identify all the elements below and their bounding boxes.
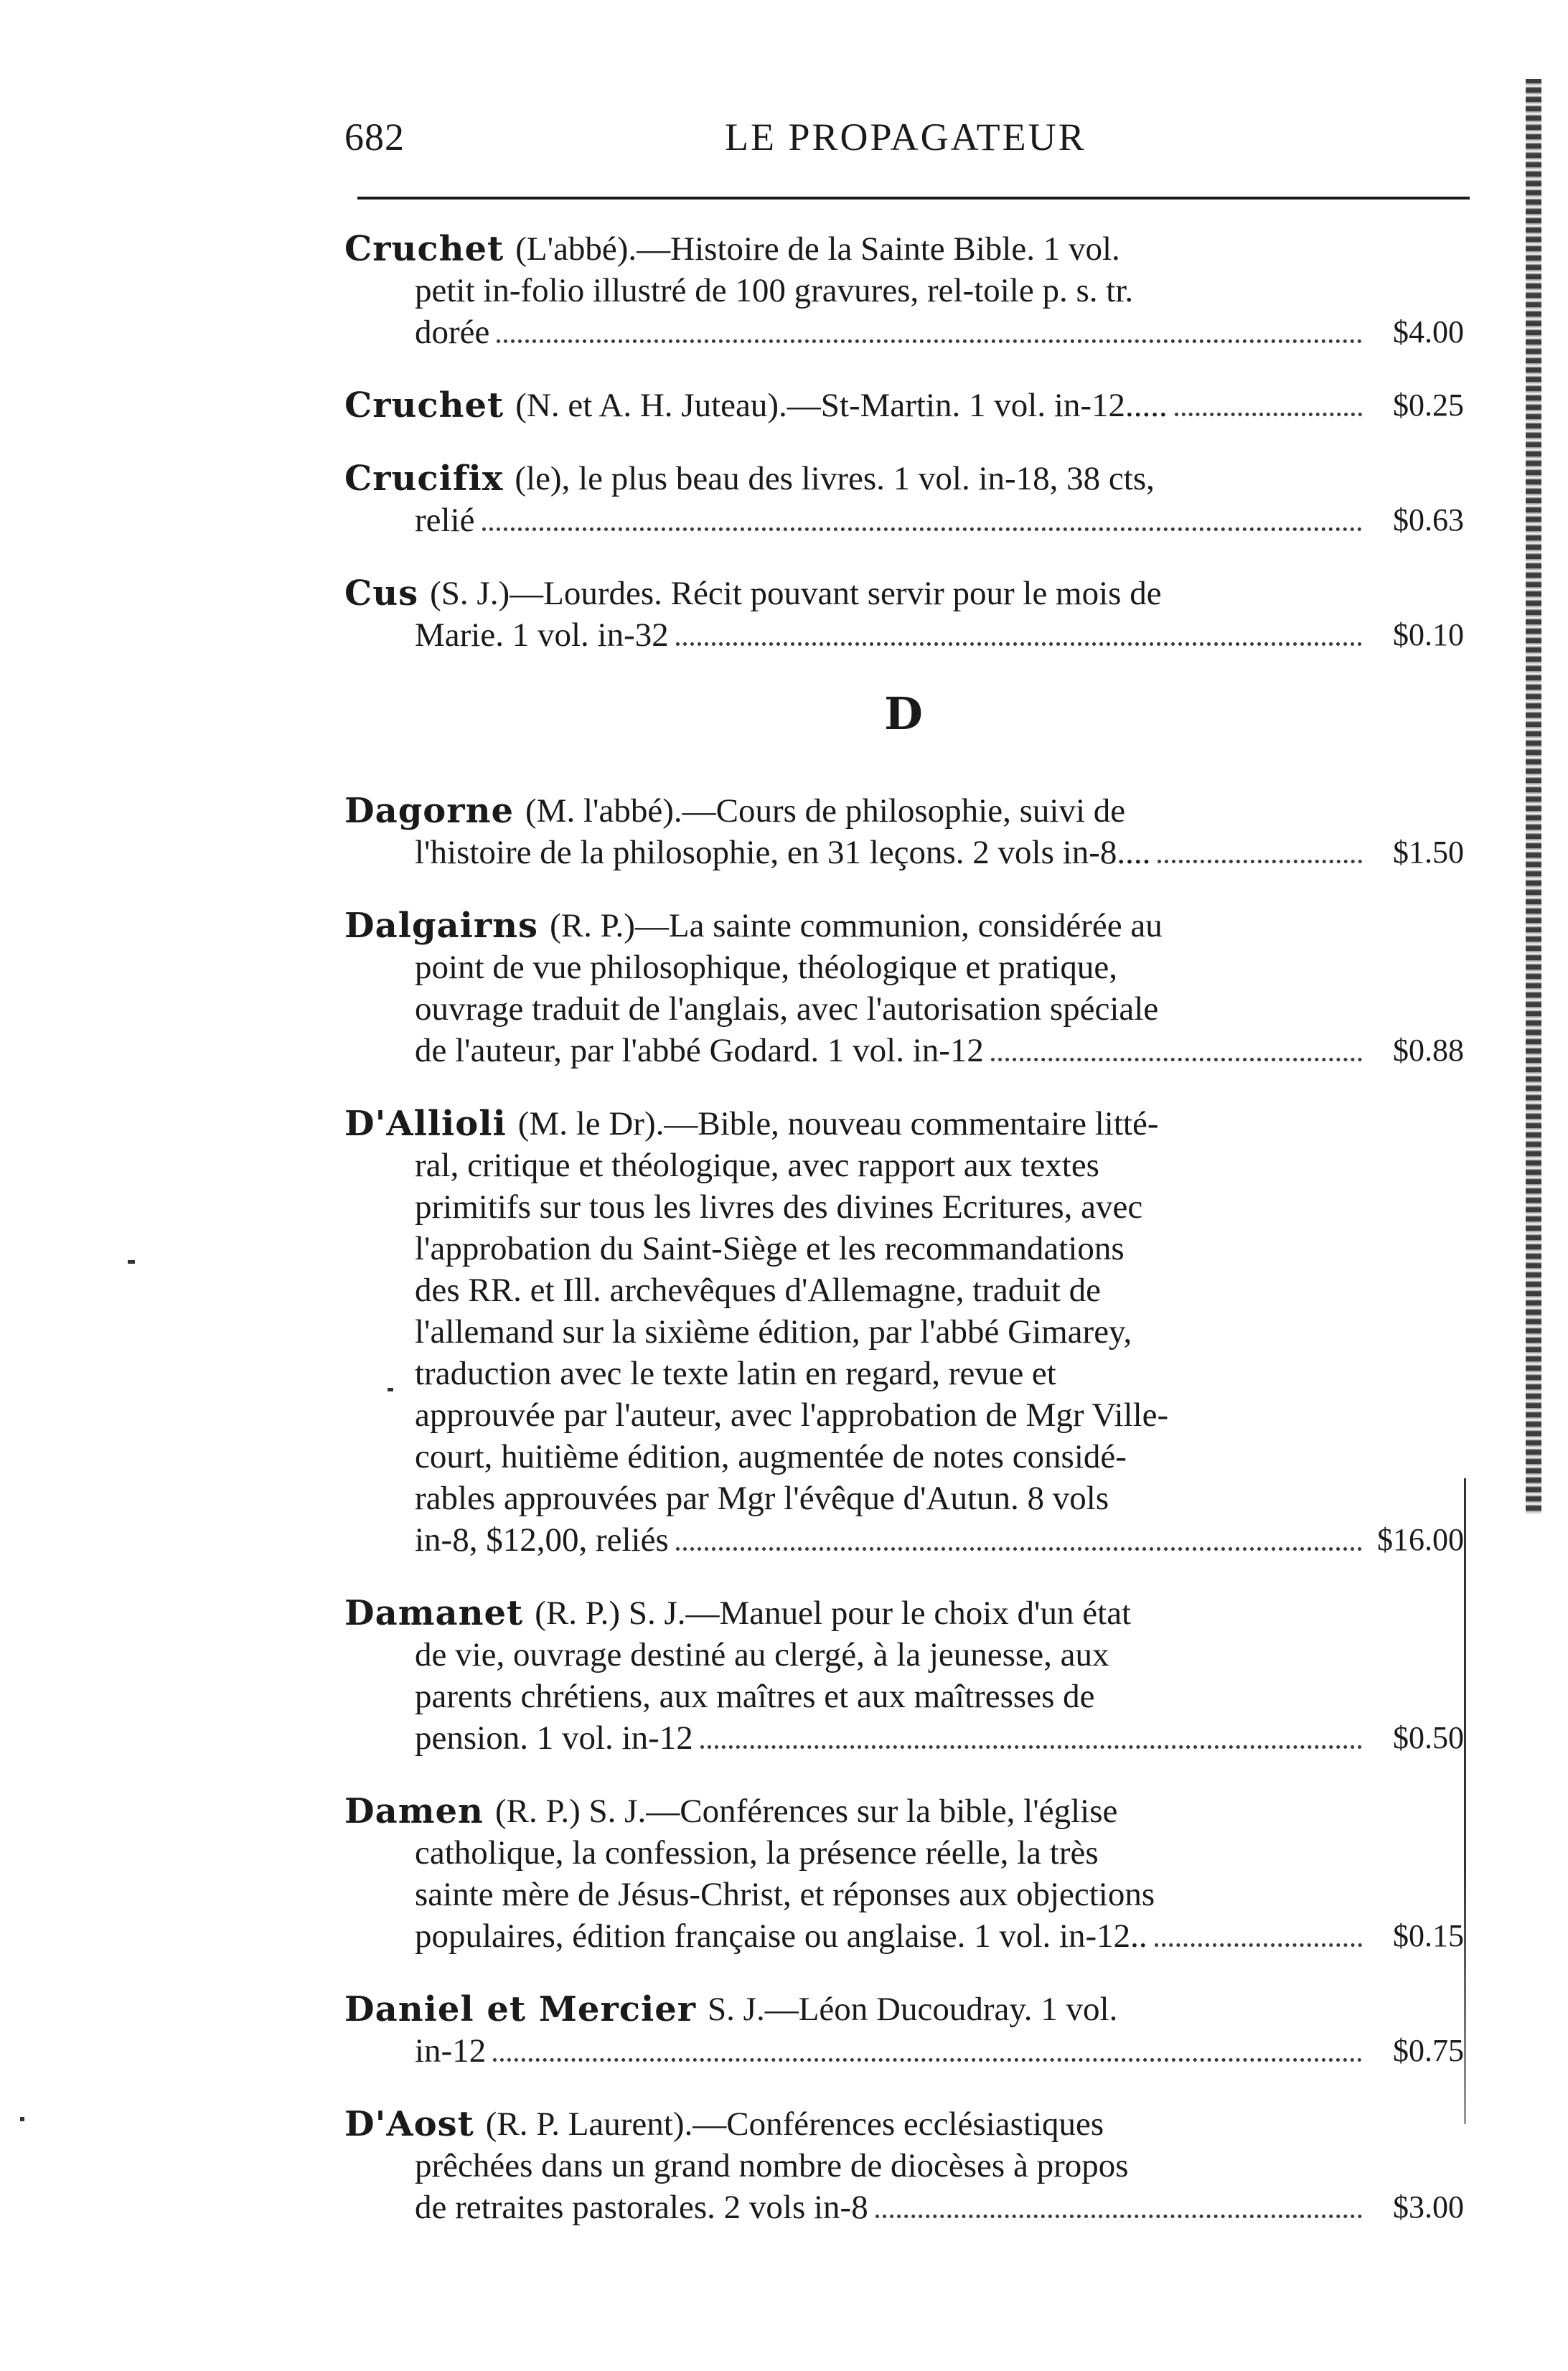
entry-line (344, 1228, 1464, 1269)
entry-text: rables approuvées par Mgr l'évêque d'Autun. 8 vols (415, 1480, 1109, 1517)
catalogue-entry (344, 228, 1464, 353)
entry-text: (L'abbé).—Histoire de la Sainte Bible. 1 vol. (515, 230, 1120, 268)
entry-text: S. J.—Léon Ducoudray. 1 vol. (708, 1991, 1118, 2028)
catalogue-entry (344, 573, 1464, 656)
entry-author: Cruchet (344, 385, 504, 426)
entry-author: Crucifix (344, 459, 504, 499)
entry-line (344, 1592, 1464, 1634)
page-edge-line (1464, 1478, 1466, 2124)
entry-line (344, 1478, 1464, 1519)
catalogue-entry (344, 905, 1464, 1071)
entry-text: (N. et A. H. Juteau).—St-Martin. 1 vol. in-12..... (515, 387, 1168, 424)
entry-text: traduction avec le texte latin en regard, revue et (415, 1355, 1056, 1392)
dot-leaders (676, 1519, 1362, 1551)
entry-author: Dagorne (344, 791, 515, 831)
entry-line (344, 1103, 1464, 1145)
entry-text: parents chrétiens, aux maîtres et aux maîtresses de (415, 1678, 1095, 1715)
entry-line (344, 1145, 1464, 1186)
entry-line (344, 790, 1464, 832)
entry-line (344, 1676, 1464, 1717)
entry-price: $0.15 (1393, 1918, 1464, 1953)
entry-line (344, 2030, 1464, 2072)
entry-price: $1.50 (1393, 835, 1464, 870)
entry-line (344, 1832, 1464, 1874)
entry-line (344, 1915, 1464, 1957)
entry-author: Damen (344, 1791, 484, 1831)
entry-price: $0.88 (1393, 1033, 1464, 1068)
entry-line (344, 1790, 1464, 1832)
entries-after-section (344, 790, 1464, 2228)
entry-text: (M. l'abbé).—Cours de philosophie, suivi de (525, 792, 1126, 830)
entry-text: (R. P.) S. J.—Manuel pour le choix d'un état (535, 1595, 1132, 1632)
dot-leaders (493, 2030, 1362, 2062)
dot-leaders (875, 2187, 1362, 2218)
entry-author: Damanet (344, 1593, 524, 1633)
catalogue-entry (344, 1103, 1464, 1561)
entry-author: D'Aost (344, 2104, 474, 2144)
entry-text: (R. P.) S. J.—Conférences sur la bible, l'église (494, 1793, 1118, 1830)
entry-line (344, 458, 1464, 499)
entry-line (344, 1717, 1464, 1759)
catalogue-entry (344, 385, 1464, 426)
entry-text: (R. P. Laurent).—Conférences ecclésiastiques (485, 2105, 1104, 2143)
entry-text: in-12 (415, 2032, 487, 2070)
entry-text: pension. 1 vol. in-12 (415, 1719, 693, 1757)
catalogue-entry (344, 1989, 1464, 2072)
entry-price: $0.50 (1393, 1720, 1464, 1755)
entry-line (344, 573, 1464, 614)
entry-text: catholique, la confession, la présence réelle, la très (415, 1834, 1099, 1872)
dot-leaders (991, 1030, 1362, 1061)
entry-text: (S. J.)—Lourdes. Récit pouvant servir pour le mois de (430, 575, 1162, 612)
entry-author: Cruchet (344, 229, 504, 269)
entry-text: in-8, $12,00, reliés (415, 1521, 669, 1559)
print-speck (20, 2117, 24, 2121)
entry-line (344, 1519, 1464, 1561)
page-number: 682 (344, 116, 405, 159)
dot-leaders (1155, 1915, 1362, 1947)
entry-line (344, 385, 1464, 426)
dot-leaders (676, 614, 1362, 646)
entry-price: $0.75 (1393, 2033, 1464, 2068)
entry-text: ouvrage traduit de l'anglais, avec l'autorisation spéciale (415, 990, 1159, 1028)
entry-text: relié (415, 502, 475, 539)
dot-leaders (700, 1717, 1362, 1749)
entry-text: approuvée par l'auteur, avec l'approbation de Mgr Ville- (415, 1396, 1169, 1434)
dot-leaders (1175, 385, 1362, 416)
entry-price: $4.00 (1393, 314, 1464, 349)
entry-author: Daniel et Mercier (344, 1989, 697, 2029)
entry-line (344, 228, 1464, 270)
entry-line (344, 1874, 1464, 1915)
entry-author: Dalgairns (344, 906, 539, 946)
entry-line (344, 1436, 1464, 1478)
entry-line (344, 1030, 1464, 1071)
entry-text: (le), le plus beau des livres. 1 vol. in-18, 38 cts, (515, 460, 1155, 497)
entry-text: dorée (415, 314, 490, 351)
entry-line (344, 270, 1464, 311)
entry-line (344, 2187, 1464, 2228)
dot-leaders (482, 499, 1363, 531)
entry-price: $16.00 (1377, 1522, 1464, 1557)
entry-line (344, 499, 1464, 541)
entry-line (344, 1634, 1464, 1676)
entry-line (344, 1311, 1464, 1353)
entry-text: point de vue philosophique, théologique et pratique, (415, 949, 1117, 986)
entry-line (344, 1353, 1464, 1394)
entries-before-section (344, 228, 1464, 656)
entry-author: D'Allioli (344, 1104, 507, 1144)
entry-line (344, 311, 1464, 353)
entry-line (344, 1269, 1464, 1311)
catalogue-entry (344, 1592, 1464, 1759)
catalogue-entry (344, 790, 1464, 873)
catalogue-entry (344, 2103, 1464, 2228)
entry-line (344, 2145, 1464, 2187)
entry-line (344, 1186, 1464, 1228)
entry-text: de retraites pastorales. 2 vols in-8 (415, 2189, 868, 2226)
entry-line (344, 2103, 1464, 2145)
print-speck (128, 1260, 135, 1264)
catalogue-entry (344, 1790, 1464, 1957)
entry-text: sainte mère de Jésus-Christ, et réponses aux objections (415, 1876, 1155, 1913)
entry-line (344, 905, 1464, 947)
entry-text: l'allemand sur la sixième édition, par l'abbé Gimarey, (415, 1313, 1132, 1351)
entry-text: petit in-folio illustré de 100 gravures, rel-toile p. s. tr. (415, 272, 1134, 309)
header-rule (357, 197, 1470, 199)
entry-author: Cus (344, 573, 419, 614)
entry-line (344, 988, 1464, 1030)
entry-line (344, 832, 1464, 873)
catalogue-entry (344, 458, 1464, 541)
entry-text: populaires, édition française ou anglaise. 1 vol. in-12.. (415, 1917, 1147, 1955)
catalogue-entries (344, 228, 1464, 2260)
entry-price: $0.10 (1393, 617, 1464, 652)
entry-line (344, 614, 1464, 656)
entry-text: des RR. et Ill. archevêques d'Allemagne, traduit de (415, 1272, 1101, 1309)
entry-price: $0.63 (1393, 502, 1464, 537)
entry-text: (M. le Dr).—Bible, nouveau commentaire litté- (517, 1105, 1159, 1142)
page-edge-shadow (1526, 79, 1541, 1514)
entry-text: prêchées dans un grand nombre de diocèses à propos (415, 2147, 1129, 2184)
dot-leaders (497, 311, 1362, 343)
entry-line (344, 947, 1464, 988)
entry-line (344, 1989, 1464, 2030)
entry-line (344, 1394, 1464, 1436)
entry-text: primitifs sur tous les livres des divines Ecritures, avec (415, 1188, 1143, 1226)
entry-text: l'histoire de la philosophie, en 31 leçons. 2 vols in-8.... (415, 834, 1151, 871)
entry-price: $3.00 (1393, 2189, 1464, 2225)
entry-text: Marie. 1 vol. in-32 (415, 616, 669, 654)
section-letter: D (884, 687, 924, 740)
entry-text: de l'auteur, par l'abbé Godard. 1 vol. in-12 (415, 1032, 984, 1069)
entry-text: ral, critique et théologique, avec rapport aux textes (415, 1147, 1099, 1184)
entry-text: l'approbation du Saint-Siège et les recommandations (415, 1230, 1125, 1267)
entry-price: $0.25 (1393, 388, 1464, 423)
dot-leaders (1158, 832, 1362, 863)
entry-text: de vie, ouvrage destiné au clergé, à la jeunesse, aux (415, 1636, 1109, 1673)
entry-text: court, huitième édition, augmentée de notes considé- (415, 1438, 1127, 1475)
running-title: LE PROPAGATEUR (725, 116, 1086, 159)
entry-text: (R. P.)—La sainte communion, considérée au (550, 907, 1163, 944)
